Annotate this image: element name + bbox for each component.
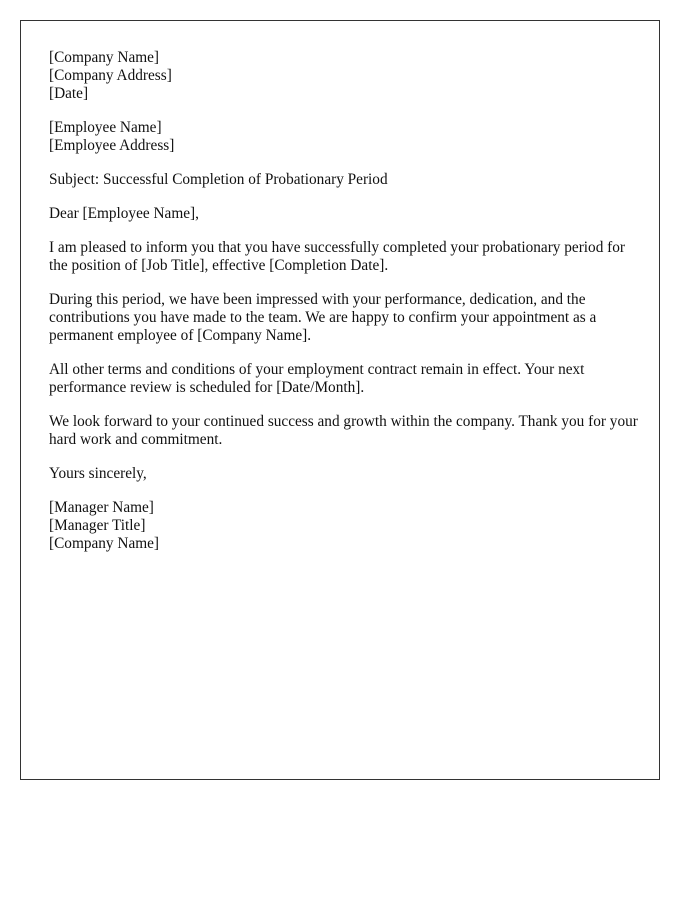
body-paragraph-4: We look forward to your continued success and growth within the company. Thank you for your hard work and commitment. — [49, 413, 638, 448]
recipient-address: [Employee Address] — [49, 137, 175, 154]
letter-date: [Date] — [49, 85, 89, 102]
subject-line: Subject: Successful Completion of Probationary Period — [49, 171, 388, 188]
letter-page — [20, 20, 660, 780]
closing: Yours sincerely, — [49, 465, 147, 482]
signature-block — [49, 499, 639, 553]
body-paragraph-2: During this period, we have been impressed with your performance, dedication, and the contributions you have made to the team. We are happy to confirm your appointment as a permanent employee of [Company Name]. — [49, 291, 597, 344]
body-paragraph-1: I am pleased to inform you that you have successfully completed your probationary period for the position of [Job Title], effective [Completion Date]. — [49, 239, 626, 274]
signature-company-name: [Company Name] — [49, 535, 160, 552]
letter-content — [49, 49, 639, 569]
signature-manager-name: [Manager Name] — [49, 499, 154, 516]
signature-manager-title: [Manager Title] — [49, 517, 146, 534]
recipient-name: [Employee Name] — [49, 119, 162, 136]
body-paragraph-3: All other terms and conditions of your employment contract remain in effect. Your next performance review is scheduled for [Date/Month]. — [49, 361, 585, 396]
sender-company-name: [Company Name] — [49, 49, 160, 66]
recipient-block — [49, 119, 639, 155]
sender-block — [49, 49, 639, 103]
salutation: Dear [Employee Name], — [49, 205, 199, 222]
sender-company-address: [Company Address] — [49, 67, 172, 84]
